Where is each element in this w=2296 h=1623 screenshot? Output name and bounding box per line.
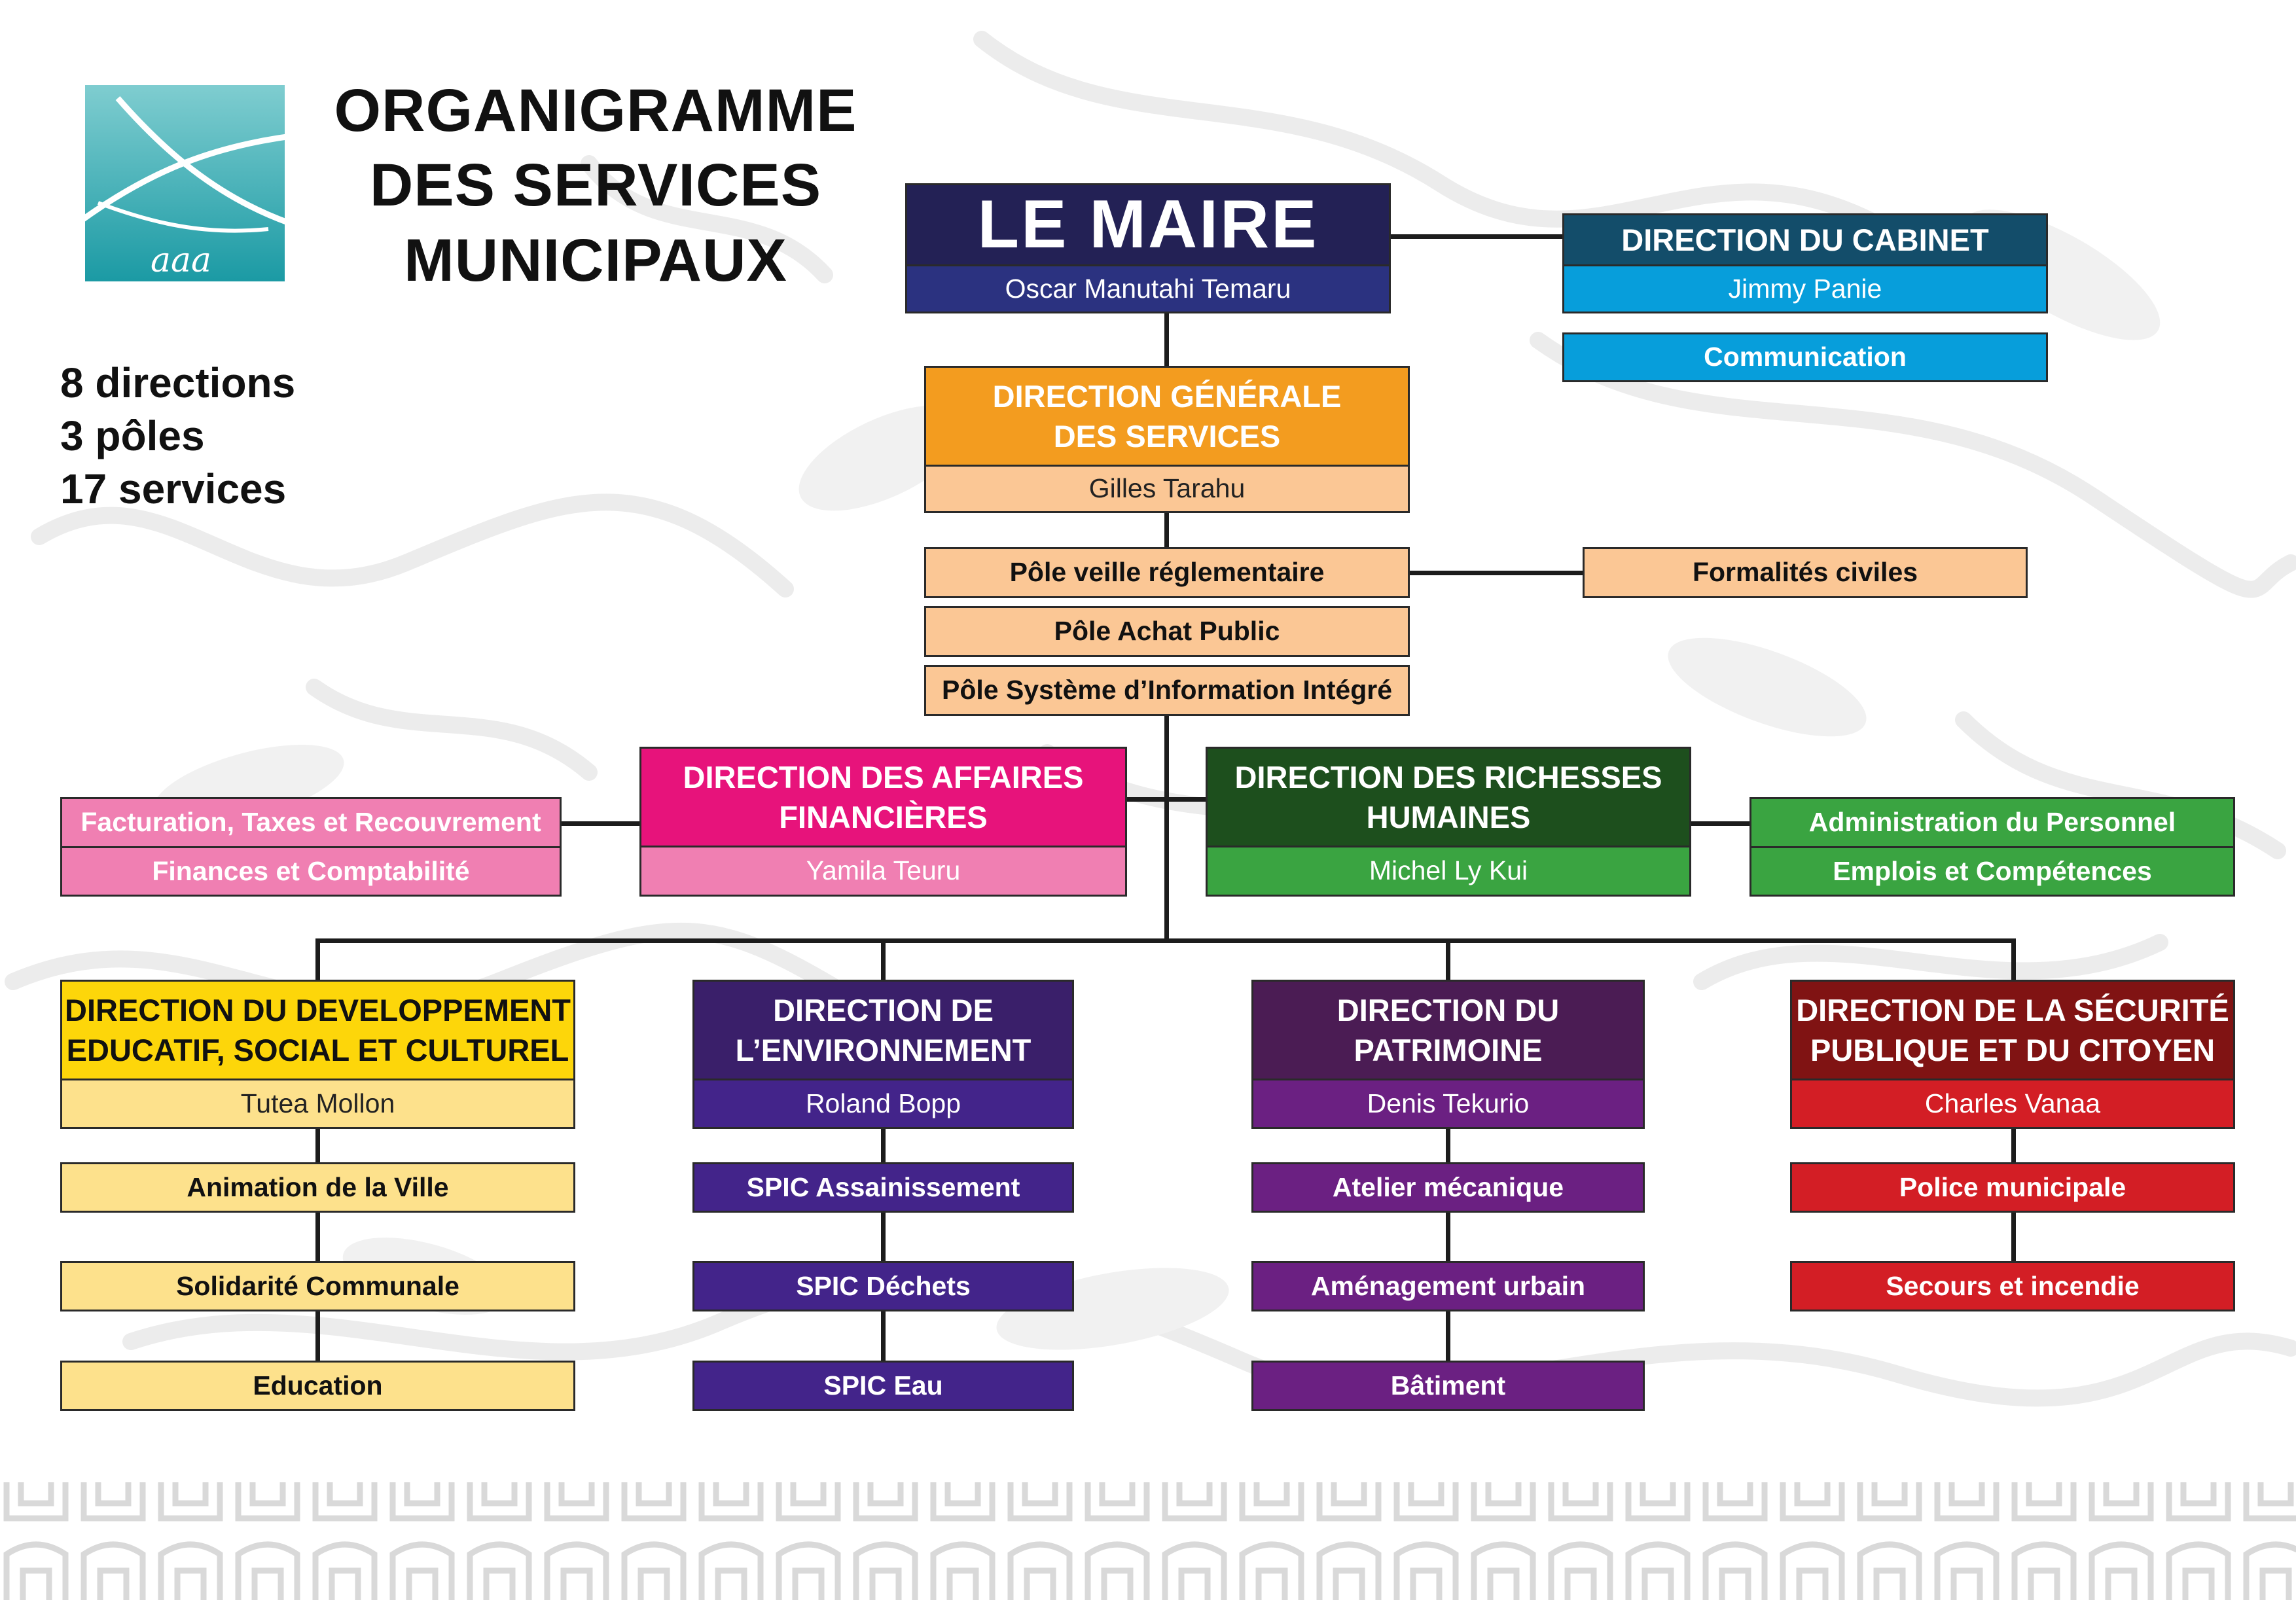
- dgs-title-line-2: DES SERVICES: [1053, 419, 1281, 454]
- logo-text: aaa: [151, 241, 212, 280]
- service-animation-ville: Animation de la Ville: [60, 1162, 575, 1213]
- service-spic-assainissement: SPIC Assainissement: [692, 1162, 1074, 1213]
- finances-name: Yamila Teuru: [639, 846, 1127, 897]
- pole-veille: Pôle veille réglementaire: [924, 547, 1410, 598]
- patrimoine-title-line-2: PATRIMOINE: [1354, 1033, 1543, 1067]
- service-spic-eau: SPIC Eau: [692, 1361, 1074, 1411]
- patrimoine-header: [1251, 980, 1645, 1080]
- stat-directions: 8 directions: [60, 359, 296, 406]
- rh-name: Michel Ly Kui: [1206, 846, 1691, 897]
- educ-name: Tutea Mollon: [60, 1079, 575, 1129]
- service-finances-comptabilite: Finances et Comptabilité: [60, 846, 562, 897]
- connector-line: [1126, 797, 1207, 802]
- rh-title-line-1: DIRECTION DES RICHESSES: [1234, 759, 1662, 794]
- pole-achat: Pôle Achat Public: [924, 606, 1410, 657]
- patrimoine-name: Denis Tekurio: [1251, 1079, 1645, 1129]
- educ-header: [60, 980, 575, 1080]
- service-administration-personnel: Administration du Personnel: [1749, 797, 2235, 848]
- connector-line: [315, 938, 320, 982]
- rh-title-line-2: HUMAINES: [1366, 800, 1531, 834]
- env-title-line-2: L’ENVIRONNEMENT: [735, 1033, 1031, 1067]
- finances-header: [639, 747, 1127, 847]
- educ-title-line-2: EDUCATIF, SOCIAL ET CULTUREL: [66, 1033, 569, 1067]
- page-title-line-2: DES SERVICES: [369, 152, 822, 219]
- service-emplois-competences: Emplois et Compétences: [1749, 846, 2235, 897]
- service-batiment: Bâtiment: [1251, 1361, 1645, 1411]
- stat-services: 17 services: [60, 465, 287, 512]
- securite-title-line-2: PUBLIQUE ET DU CITOYEN: [1810, 1033, 2215, 1067]
- pole-systeme-information: Pôle Système d’Information Intégré: [924, 665, 1410, 716]
- stat-poles: 3 pôles: [60, 412, 205, 459]
- cabinet-header: DIRECTION DU CABINET: [1562, 213, 2048, 266]
- connector-line: [1446, 938, 1450, 982]
- service-communication: Communication: [1562, 332, 2048, 382]
- patrimoine-title-line-1: DIRECTION DU: [1336, 992, 1560, 1027]
- service-police-municipale: Police municipale: [1790, 1162, 2235, 1213]
- connector-line: [1164, 312, 1169, 366]
- faaa-logo-icon: [72, 72, 314, 288]
- page-title-line-3: MUNICIPAUX: [404, 227, 787, 294]
- maire-header: [905, 183, 1391, 266]
- service-atelier-mecanique: Atelier mécanique: [1251, 1162, 1645, 1213]
- service-solidarite-communale: Solidarité Communale: [60, 1261, 575, 1311]
- connector-line: [1164, 715, 1169, 942]
- connector-line: [2011, 938, 2016, 982]
- service-amenagement-urbain: Aménagement urbain: [1251, 1261, 1645, 1311]
- env-title-line-1: DIRECTION DE: [773, 992, 994, 1027]
- securite-name: Charles Vanaa: [1790, 1079, 2235, 1129]
- connector-line: [1691, 821, 1751, 826]
- securite-header: [1790, 980, 2235, 1080]
- connector-line: [1164, 511, 1169, 548]
- decorative-frieze: [0, 1463, 2296, 1623]
- finances-title-line-2: FINANCIÈRES: [779, 800, 988, 834]
- educ-title-line-1: DIRECTION DU DEVELOPPEMENT: [65, 992, 571, 1027]
- service-spic-dechets: SPIC Déchets: [692, 1261, 1074, 1311]
- maire-name: Oscar Manutahi Temaru: [905, 264, 1391, 313]
- connector-line: [1390, 234, 1564, 239]
- service-secours-incendie: Secours et incendie: [1790, 1261, 2235, 1311]
- service-facturation: Facturation, Taxes et Recouvrement: [60, 797, 562, 848]
- dgs-header: [924, 366, 1410, 467]
- maire-title: LE MAIRE: [977, 186, 1319, 262]
- env-header: [692, 980, 1074, 1080]
- service-education: Education: [60, 1361, 575, 1411]
- connector-line: [881, 938, 886, 982]
- dgs-name: Gilles Tarahu: [924, 465, 1410, 513]
- page-title-line-1: ORGANIGRAMME: [334, 77, 857, 144]
- finances-title-line-1: DIRECTION DES AFFAIRES: [683, 759, 1084, 794]
- service-formalites-civiles: Formalités civiles: [1583, 547, 2028, 598]
- connector-line: [560, 821, 641, 826]
- connector-line: [1409, 571, 1585, 575]
- rh-header: [1206, 747, 1691, 847]
- cabinet-name: Jimmy Panie: [1562, 264, 2048, 313]
- env-name: Roland Bopp: [692, 1079, 1074, 1129]
- connector-line: [315, 938, 2014, 943]
- dgs-title-line-1: DIRECTION GÉNÉRALE: [992, 378, 1342, 414]
- securite-title-line-1: DIRECTION DE LA SÉCURITÉ: [1796, 992, 2229, 1027]
